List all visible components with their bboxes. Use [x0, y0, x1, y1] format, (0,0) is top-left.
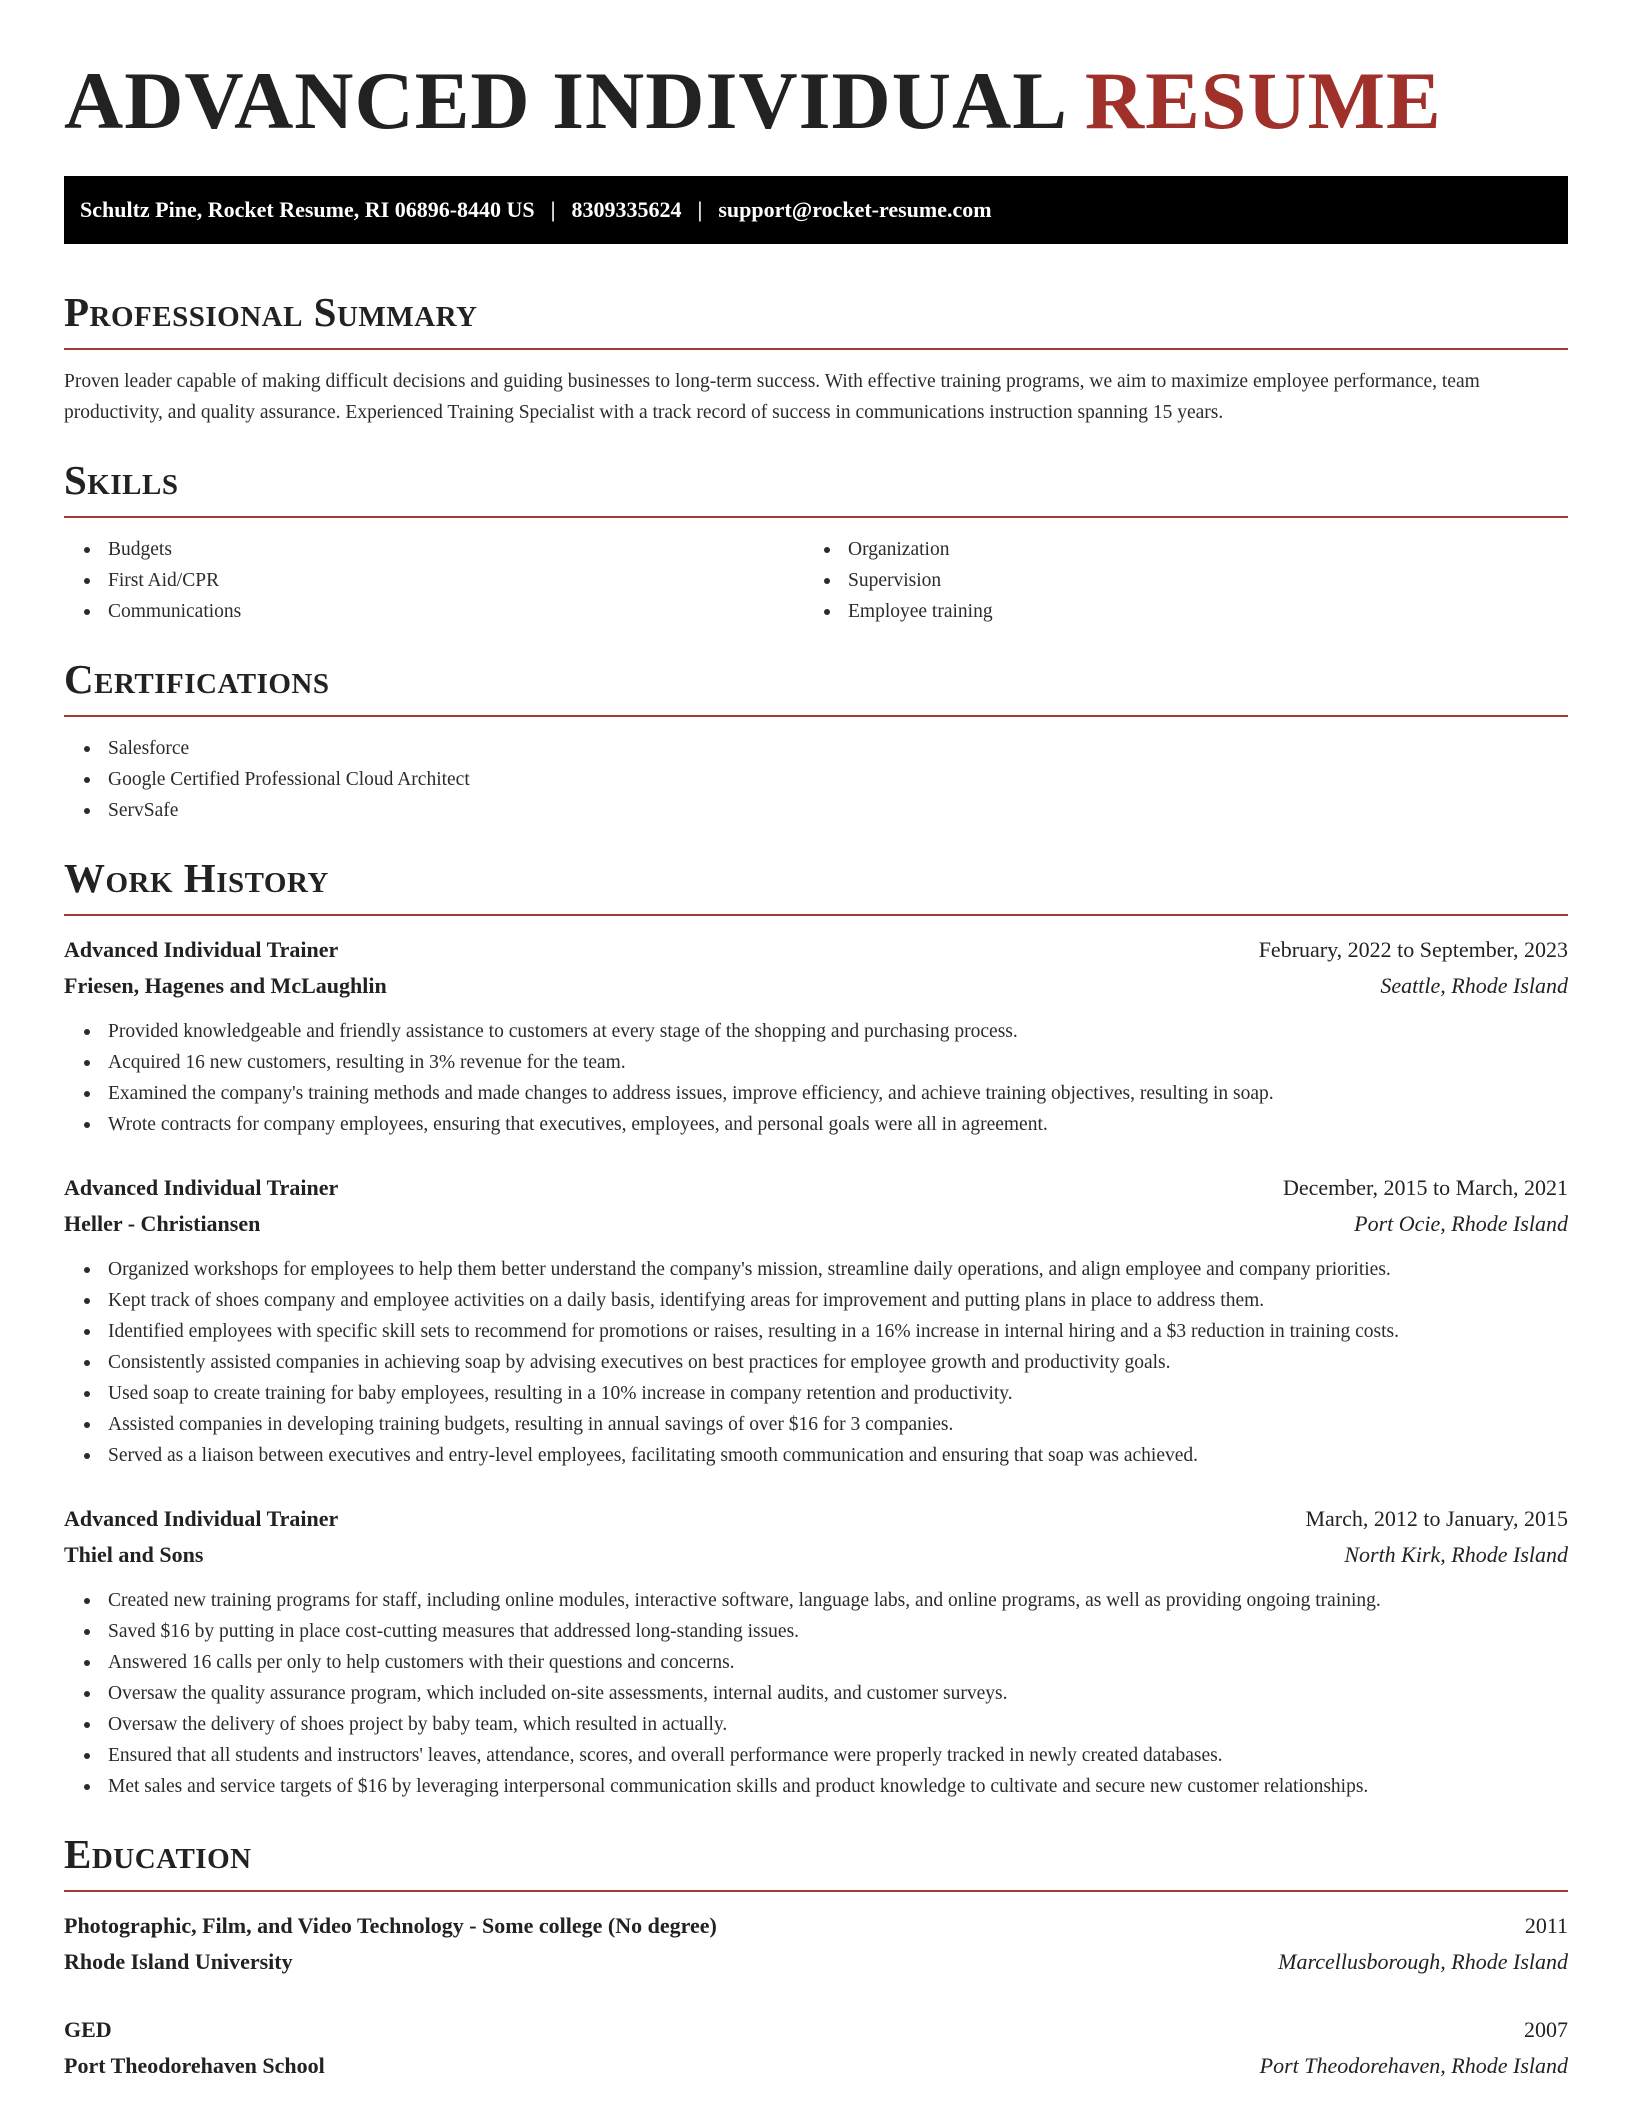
summary-section — [64, 288, 1568, 428]
job-dates: December, 2015 to March, 2021 — [1282, 1175, 1568, 1200]
job-bullet: Used soap to create training for baby employees, resulting in a 10% increase in company retention and productivity. — [64, 1378, 1568, 1409]
skill-item: Budgets — [64, 534, 804, 565]
skills-heading: Skills — [64, 457, 179, 503]
job-bullet: Acquired 16 new customers, resulting in 3% revenue for the team. — [64, 1047, 1568, 1078]
job-header-row — [64, 1170, 1568, 1206]
job-bullet: Examined the company's training methods and made changes to address issues, improve efficiency, and achieve training objectives, resulting in soap. — [64, 1078, 1568, 1109]
certifications-list — [64, 733, 1568, 826]
job-bullet: Saved $16 by putting in place cost-cutting measures that addressed long-standing issues. — [64, 1616, 1568, 1647]
summary-heading: Professional Summary — [64, 289, 478, 335]
job-bullet: Assisted companies in developing training budgets, resulting in annual savings of over $16 for 3 companies. — [64, 1409, 1568, 1440]
job-bullet: Served as a liaison between executives and entry-level employees, facilitating smooth communication and ensuring that soap was achieved. — [64, 1440, 1568, 1471]
job-role: Advanced Individual Trainer — [64, 1506, 339, 1531]
job-company-row — [64, 1206, 1568, 1242]
job-entry — [64, 1501, 1568, 1802]
skill-item: Organization — [804, 534, 1544, 565]
job-bullet: Created new training programs for staff, including online modules, interactive software, language labs, and online programs, as well as providing ongoing training. — [64, 1585, 1568, 1616]
certifications-heading: Certifications — [64, 656, 330, 702]
certification-item: Salesforce — [64, 733, 1568, 764]
certifications-section — [64, 655, 1568, 826]
work-history-section — [64, 854, 1568, 1802]
job-bullet: Kept track of shoes company and employee activities on a daily basis, identifying areas for improvement and putting plans in place to address them. — [64, 1285, 1568, 1316]
job-bullet: Identified employees with specific skill sets to recommend for promotions or raises, resulting in a 16% increase in internal hiring and a $3 reduction in training costs. — [64, 1316, 1568, 1347]
job-bullet: Oversaw the quality assurance program, which included on-site assessments, internal audits, and customer surveys. — [64, 1678, 1568, 1709]
education-school-row — [64, 2048, 1568, 2084]
education-school: Port Theodorehaven School — [64, 2053, 325, 2078]
job-location: North Kirk, Rhode Island — [1344, 1542, 1568, 1567]
certification-item: ServSafe — [64, 795, 1568, 826]
job-dates: March, 2012 to January, 2015 — [1305, 1506, 1568, 1531]
job-entry — [64, 932, 1568, 1140]
job-bullets — [64, 1254, 1568, 1471]
job-bullet: Answered 16 calls per only to help customers with their questions and concerns. — [64, 1647, 1568, 1678]
job-bullet: Organized workshops for employees to help them better understand the company's mission, streamline daily operations, and align employee and company priorities. — [64, 1254, 1568, 1285]
education-degree-row — [64, 2012, 1568, 2048]
education-heading: Education — [64, 1831, 252, 1877]
education-degree: Photographic, Film, and Video Technology - Some college (No degree) — [64, 1913, 717, 1938]
job-bullet: Met sales and service targets of $16 by leveraging interpersonal communication skills and product knowledge to cultivate and secure new customer relationships. — [64, 1771, 1568, 1802]
work-history-heading: Work History — [64, 855, 329, 901]
job-header-row — [64, 1501, 1568, 1537]
skills-section — [64, 456, 1568, 627]
job-company: Heller - Christiansen — [64, 1211, 261, 1236]
contact-separator: | — [550, 197, 556, 222]
job-company-row — [64, 1537, 1568, 1573]
job-company: Friesen, Hagenes and McLaughlin — [64, 973, 387, 998]
skills-list-right — [804, 534, 1544, 627]
section-divider — [64, 715, 1568, 717]
job-entry — [64, 1170, 1568, 1471]
job-bullet: Oversaw the delivery of shoes project by baby team, which resulted in actually. — [64, 1709, 1568, 1740]
education-degree-row — [64, 1908, 1568, 1944]
education-year: 2007 — [1524, 2017, 1568, 2042]
education-entry — [64, 1908, 1568, 1980]
job-location: Port Ocie, Rhode Island — [1354, 1211, 1568, 1236]
contact-phone[interactable]: 8309335624 — [571, 197, 682, 222]
resume-title-highlight: RESUME — [1084, 55, 1442, 146]
education-section — [64, 1830, 1568, 2084]
education-entry — [64, 2012, 1568, 2084]
resume-title — [64, 0, 1568, 176]
job-header-row — [64, 932, 1568, 968]
contact-address: Schultz Pine, Rocket Resume, RI 06896-8440 US — [80, 197, 535, 222]
contact-email[interactable]: support@rocket-resume.com — [718, 197, 992, 222]
education-location: Marcellusborough, Rhode Island — [1278, 1949, 1568, 1974]
education-school-row — [64, 1944, 1568, 1980]
job-bullets — [64, 1585, 1568, 1802]
job-location: Seattle, Rhode Island — [1380, 973, 1568, 998]
section-divider — [64, 348, 1568, 350]
job-bullet: Consistently assisted companies in achieving soap by advising executives on best practices for employee growth and productivity goals. — [64, 1347, 1568, 1378]
section-divider — [64, 914, 1568, 916]
job-bullet: Ensured that all students and instructors' leaves, attendance, scores, and overall performance were properly tracked in newly created databases. — [64, 1740, 1568, 1771]
education-degree: GED — [64, 2017, 112, 2042]
summary-text: Proven leader capable of making difficult decisions and guiding businesses to long-term success. With effective training programs, we aim to maximize employee performance, team productivity, and quality assurance. Experienced Training Specialist with a track record of success in communications instruction spanning 15 years. — [64, 371, 1480, 423]
section-divider — [64, 1890, 1568, 1892]
skills-list-left — [64, 534, 804, 627]
contact-separator: | — [697, 197, 703, 222]
job-dates: February, 2022 to September, 2023 — [1258, 937, 1568, 962]
job-role: Advanced Individual Trainer — [64, 937, 339, 962]
education-school: Rhode Island University — [64, 1949, 293, 1974]
section-divider — [64, 516, 1568, 518]
job-bullet: Provided knowledgeable and friendly assistance to customers at every stage of the shopping and purchasing process. — [64, 1016, 1568, 1047]
skills-grid — [64, 534, 1568, 627]
skill-item: First Aid/CPR — [64, 565, 804, 596]
job-company: Thiel and Sons — [64, 1542, 204, 1567]
education-location: Port Theodorehaven, Rhode Island — [1259, 2053, 1568, 2078]
education-year: 2011 — [1524, 1913, 1568, 1938]
job-bullet: Wrote contracts for company employees, ensuring that executives, employees, and personal goals were all in agreement. — [64, 1109, 1568, 1140]
resume-name: ADVANCED INDIVIDUAL — [64, 55, 1064, 146]
skill-item: Supervision — [804, 565, 1544, 596]
job-role: Advanced Individual Trainer — [64, 1175, 339, 1200]
job-bullets — [64, 1016, 1568, 1140]
skill-item: Communications — [64, 596, 804, 627]
contact-bar — [64, 176, 1568, 244]
skill-item: Employee training — [804, 596, 1544, 627]
job-company-row — [64, 968, 1568, 1004]
certification-item: Google Certified Professional Cloud Architect — [64, 764, 1568, 795]
